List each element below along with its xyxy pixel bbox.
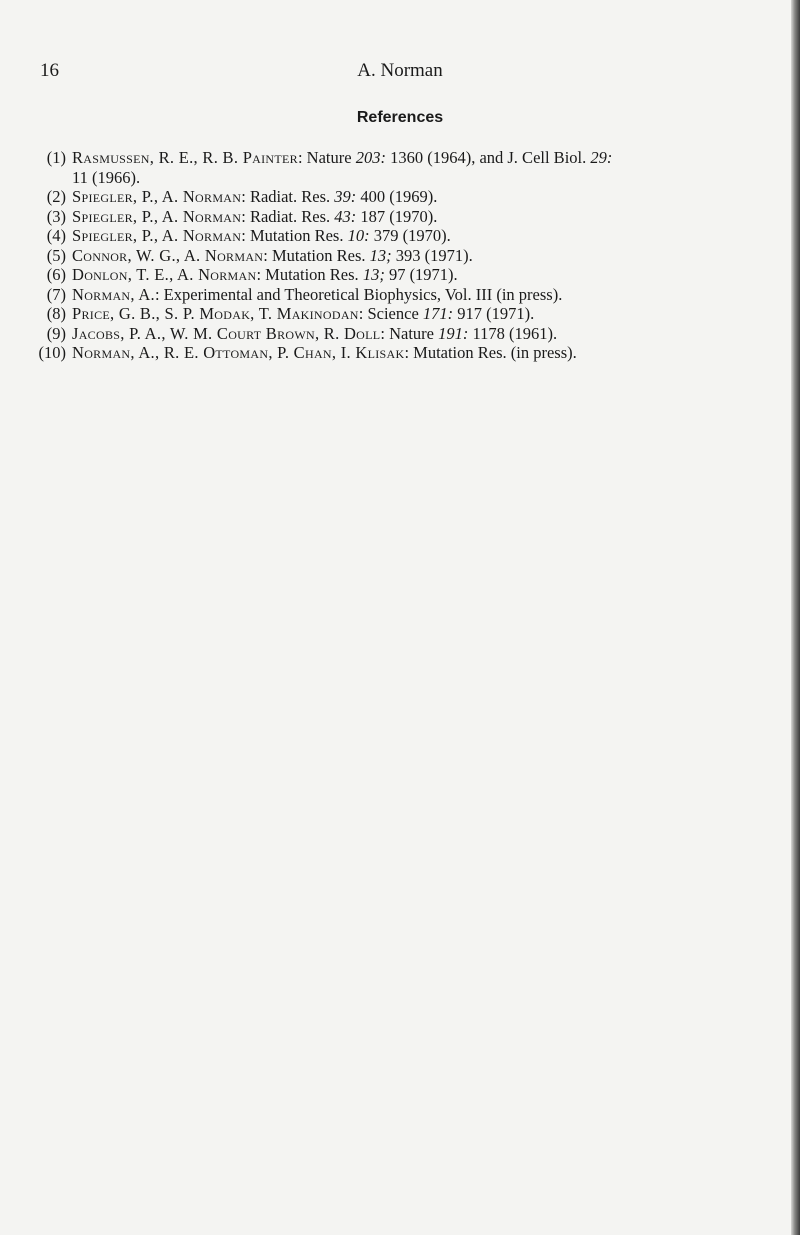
reference-details: 400 (1969). [356, 187, 438, 206]
reference-details: 187 (1970). [356, 206, 438, 226]
reference-source: : Science [358, 304, 423, 323]
reference-details: 1178 (1961). [468, 323, 558, 343]
reference-volume: 39: [334, 187, 357, 206]
reference-number: (2) [46, 187, 66, 206]
reference-source: : Radiat. Res. [241, 187, 335, 206]
reference-item [30, 226, 780, 246]
reference-item [30, 207, 780, 227]
page-edge-shadow [791, 0, 800, 1235]
reference-volume: 203: [355, 148, 386, 167]
reference-details: 917 (1971). [453, 304, 535, 323]
reference-authors: Spiegler, P., A. Norman [72, 187, 242, 206]
reference-item [30, 148, 780, 187]
reference-source: : Nature [297, 148, 356, 167]
reference-details: 1360 (1964), and J. Cell Biol. [385, 148, 591, 167]
reference-source: : Mutation Res. [241, 226, 348, 245]
reference-number: (10) [38, 343, 66, 362]
reference-authors: Rasmussen, R. E., R. B. Painter [72, 148, 298, 167]
reference-volume: 171: [422, 304, 454, 323]
reference-list [30, 148, 780, 363]
reference-item [30, 324, 780, 344]
reference-authors: Spiegler, P., A. Norman [72, 226, 242, 245]
reference-item [30, 285, 780, 305]
reference-number: (4) [46, 226, 66, 245]
reference-source: : Mutation Res. [256, 265, 363, 284]
reference-authors: Donlon, T. E., A. Norman [72, 265, 257, 284]
reference-volume: 43: [334, 206, 357, 226]
reference-number: (7) [46, 284, 66, 304]
reference-item [30, 265, 780, 285]
section-title: References [356, 109, 444, 126]
reference-item [30, 187, 780, 207]
reference-authors: Spiegler, P., A. Norman [72, 206, 242, 226]
reference-item [30, 343, 780, 363]
reference-volume: 13; [369, 245, 392, 265]
reference-number: (8) [46, 304, 66, 323]
reference-details: 393 (1971). [391, 245, 473, 265]
reference-source: : Mutation Res. (in press). [404, 343, 577, 362]
reference-source: : Radiat. Res. [241, 206, 335, 226]
reference-source: : Experimental and Theoretical Biophysics, Vol. III (in press). [154, 284, 563, 304]
reference-number: (1) [46, 148, 66, 167]
reference-number: (9) [46, 323, 66, 343]
reference-volume-2: 29: [590, 148, 613, 167]
reference-authors: Norman, A., R. E. Ottoman, P. Chan, I. Klisak [72, 343, 405, 362]
reference-number: (6) [46, 265, 66, 284]
reference-authors: Norman, A. [72, 284, 155, 304]
reference-number: (3) [46, 206, 66, 226]
reference-continuation: 11 (1966). [72, 167, 141, 187]
reference-authors: Connor, W. G., A. Norman [72, 245, 264, 265]
reference-volume: 10: [347, 226, 370, 245]
reference-item [30, 304, 780, 324]
reference-number: (5) [46, 245, 66, 265]
reference-details: 97 (1971). [384, 265, 458, 284]
page-number: 16 [40, 60, 59, 81]
reference-source: : Nature [380, 323, 439, 343]
reference-item [30, 246, 780, 266]
reference-volume: 13; [362, 265, 385, 284]
reference-authors: Price, G. B., S. P. Modak, T. Makinodan [72, 304, 359, 323]
reference-source: : Mutation Res. [263, 245, 370, 265]
running-head: A. Norman [357, 60, 443, 81]
reference-authors: Jacobs, P. A., W. M. Court Brown, R. Doll [72, 323, 381, 343]
reference-volume: 191: [438, 323, 469, 343]
reference-details: 379 (1970). [369, 226, 451, 245]
